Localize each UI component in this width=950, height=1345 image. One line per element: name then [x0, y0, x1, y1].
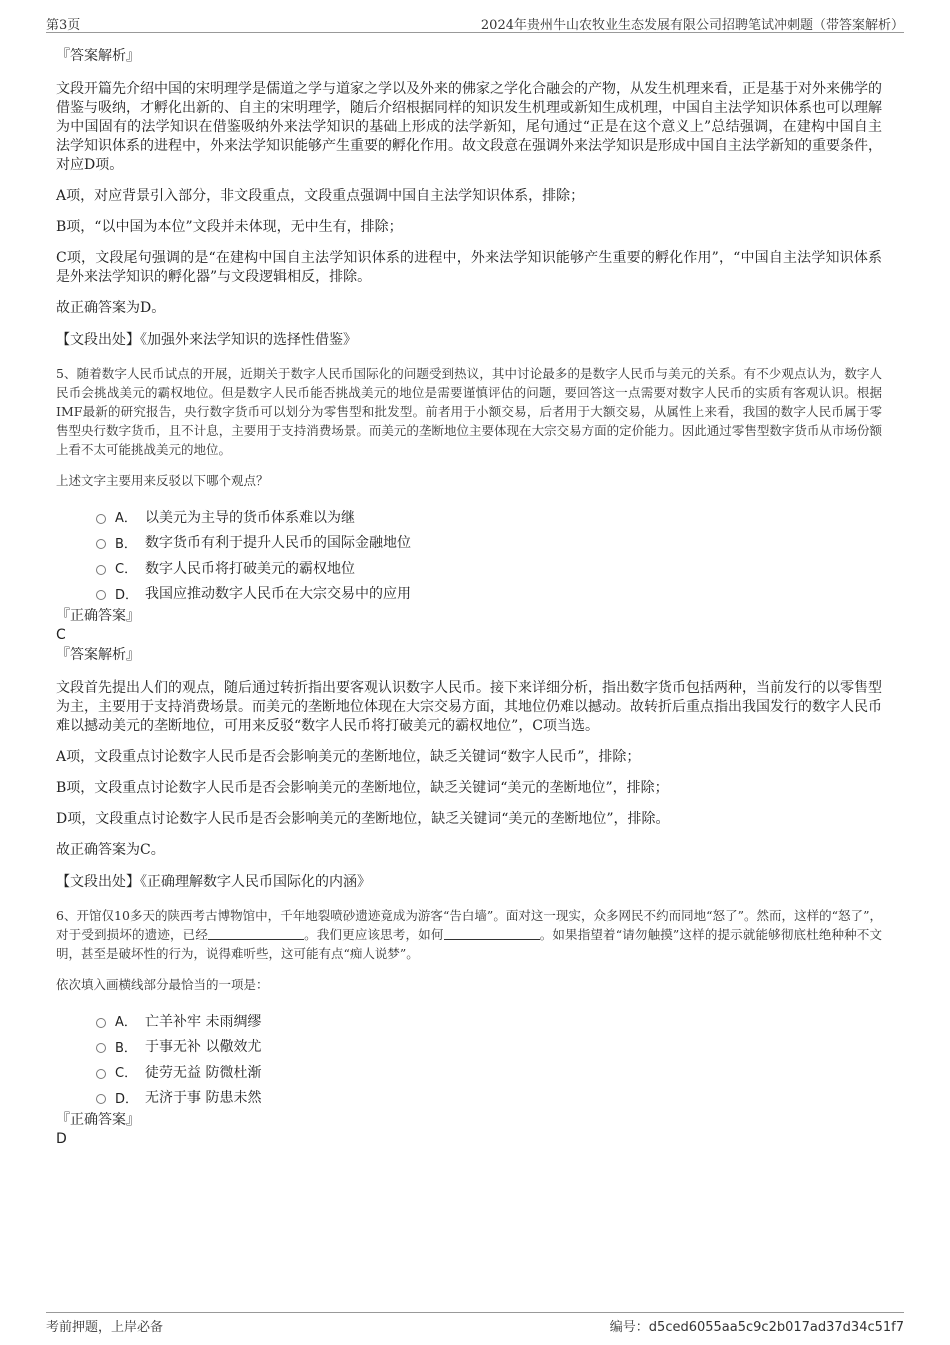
q5-option-b[interactable]: B． 数字货币有利于提升人民币的国际金融地位 [96, 530, 882, 556]
q6-option-d[interactable]: D． 无济于事 防患未然 [96, 1085, 882, 1111]
q6-option-b[interactable]: B． 于事无补 以儆效尤 [96, 1034, 882, 1060]
q5-options [96, 504, 882, 606]
q4-analysis-label: 『答案解析』 [56, 48, 140, 64]
q6-options [96, 1008, 882, 1110]
q5-option-c[interactable]: C． 数字人民币将打破美元的霸权地位 [96, 555, 882, 581]
q4-analysis-option-c: C项，文段尾句强调的是“在建构中国自主法学知识体系的进程中，外来法学知识能够产生重要的孵化作用”，“中国自主法学知识体系是外来法学知识的孵化器”与文段逻辑相反，排除。 [56, 250, 882, 285]
document-title: 2024年贵州牛山农牧业生态发展有限公司招聘笔试冲刺题（带答案解析） [480, 18, 904, 33]
footer-slogan: 考前押题，上岸必备 [46, 1320, 164, 1335]
radio-icon[interactable] [96, 1018, 106, 1028]
radio-icon[interactable] [96, 590, 106, 600]
q6-answer-label: 『正确答案』 [56, 1112, 140, 1128]
radio-icon[interactable] [96, 514, 106, 524]
q5-analysis-option-a: A项，文段重点讨论数字人民币是否会影响美元的垄断地位，缺乏关键词“数字人民币”，排除； [56, 749, 641, 765]
q6-option-a[interactable]: A． 亡羊补牢 未雨绸缪 [96, 1008, 882, 1034]
q6-prompt: 依次填入画横线部分最恰当的一项是： [56, 977, 269, 992]
fill-blank-1 [208, 927, 304, 940]
footer-serial: 编号：d5ced6055aa5c9c2b017ad37d34c51f7 [609, 1320, 904, 1335]
q6-option-c[interactable]: C． 徒劳无益 防微杜渐 [96, 1059, 882, 1085]
q5-analysis-label: 『答案解析』 [56, 647, 140, 663]
radio-icon[interactable] [96, 1069, 106, 1079]
page-header [46, 12, 904, 33]
q5-answer: C [56, 627, 66, 643]
q6-question-text: 6、开馆仅10多天的陕西考古博物馆中，千年地裂喷砂遗迹竟成为游客“告白墙”。面对这一现实，众多网民不约而同地“怒了”。然而，这样的“怒了”，对于受到损坏的遗迹，已经 。我们更应该思考，如何 。如果指望着“请勿触摸”这样的提示就能够彻底杜绝种种不文明，甚至是破坏性的行为，说得难听些，这可能有点“痴人说梦”。 [56, 908, 882, 961]
q5-analysis-option-d: D项，文段重点讨论数字人民币是否会影响美元的垄断地位，缺乏关键词“美元的垄断地位”，排除。 [56, 811, 670, 827]
radio-icon[interactable] [96, 1094, 106, 1104]
q4-analysis-paragraph: 文段开篇先介绍中国的宋明理学是儒道之学与道家之学以及外来的佛家之学化合融会的产物，从发生机理来看，正是基于对外来佛学的借鉴与吸纳，才孵化出新的、自主的宋明理学，随后介绍根据同样的知识发生机理或新知生成机理，中国自主法学知识体系也可以理解为中国固有的法学知识在借鉴吸纳外来法学知识的基础上形成的法学新知，尾句通过“正是在这个意义上”总结强调，在建构中国自主法学知识体系的进程中，外来法学知识能够产生重要的孵化作用。故文段意在强调外来法学知识是形成中国自主法学新知的重要条件，对应D项。 [56, 81, 882, 173]
q5-analysis-paragraph: 文段首先提出人们的观点，随后通过转折指出要客观认识数字人民币。接下来详细分析，指出数字货币包括两种，当前发行的以零售型为主，主要用于支持消费场景。而美元的垄断地位体现在大宗交易方面，其地位仍难以撼动。故转折后重点指出我国发行的数字人民币难以撼动美元的垄断地位，可用来反驳“数字人民币将打破美元的霸权地位”，C项当选。 [56, 680, 882, 734]
q4-source: 【文段出处】《加强外来法学知识的选择性借鉴》 [56, 332, 357, 348]
page-footer [46, 1312, 904, 1335]
q5-answer-label: 『正确答案』 [56, 608, 140, 624]
q5-option-a[interactable]: A． 以美元为主导的货币体系难以为继 [96, 504, 882, 530]
radio-icon[interactable] [96, 565, 106, 575]
q5-option-d[interactable]: D． 我国应推动数字人民币在大宗交易中的应用 [96, 581, 882, 607]
q5-question-text: 5、随着数字人民币试点的开展，近期关于数字人民币国际化的问题受到热议，其中讨论最多的是数字人民币与美元的关系。有不少观点认为，数字人民币会挑战美元的霸权地位。但是数字人民币能否挑战美元的地位是需要谨慎评估的问题，要回答这一点需要对数字人民币的实质有客观认识。根据IMF最新的研究报告，央行数字货币可以划分为零售型和批发型。前者用于小额交易，后者用于大额交易，从属性上来看，我国的数字人民币属于零售型央行数字货币，且不计息，主要用于支持消费场景。而美元的垄断地位主要体现在大宗交易方面的定价能力。因此通过零售型数字货币从市场份额上看不太可能挑战美元的地位。 [56, 366, 882, 457]
page-content [56, 46, 882, 1149]
q4-analysis-option-a: A项，对应背景引入部分，非文段重点，文段重点强调中国自主法学知识体系，排除； [56, 188, 585, 204]
q4-analysis-option-b: B项，“以中国为本位”文段并未体现，无中生有，排除； [56, 219, 403, 235]
q5-analysis-option-b: B项，文段重点讨论数字人民币是否会影响美元的垄断地位，缺乏关键词“美元的垄断地位”，排除； [56, 780, 669, 796]
q4-conclusion: 故正确答案为D。 [56, 300, 166, 316]
page-number: 第3页 [46, 18, 81, 33]
radio-icon[interactable] [96, 1043, 106, 1053]
q5-conclusion: 故正确答案为C。 [56, 842, 165, 858]
q5-prompt: 上述文字主要用来反驳以下哪个观点？ [56, 473, 269, 488]
fill-blank-2 [444, 927, 540, 940]
radio-icon[interactable] [96, 539, 106, 549]
q6-answer: D [56, 1131, 67, 1147]
q5-source: 【文段出处】《正确理解数字人民币国际化的内涵》 [56, 874, 371, 890]
